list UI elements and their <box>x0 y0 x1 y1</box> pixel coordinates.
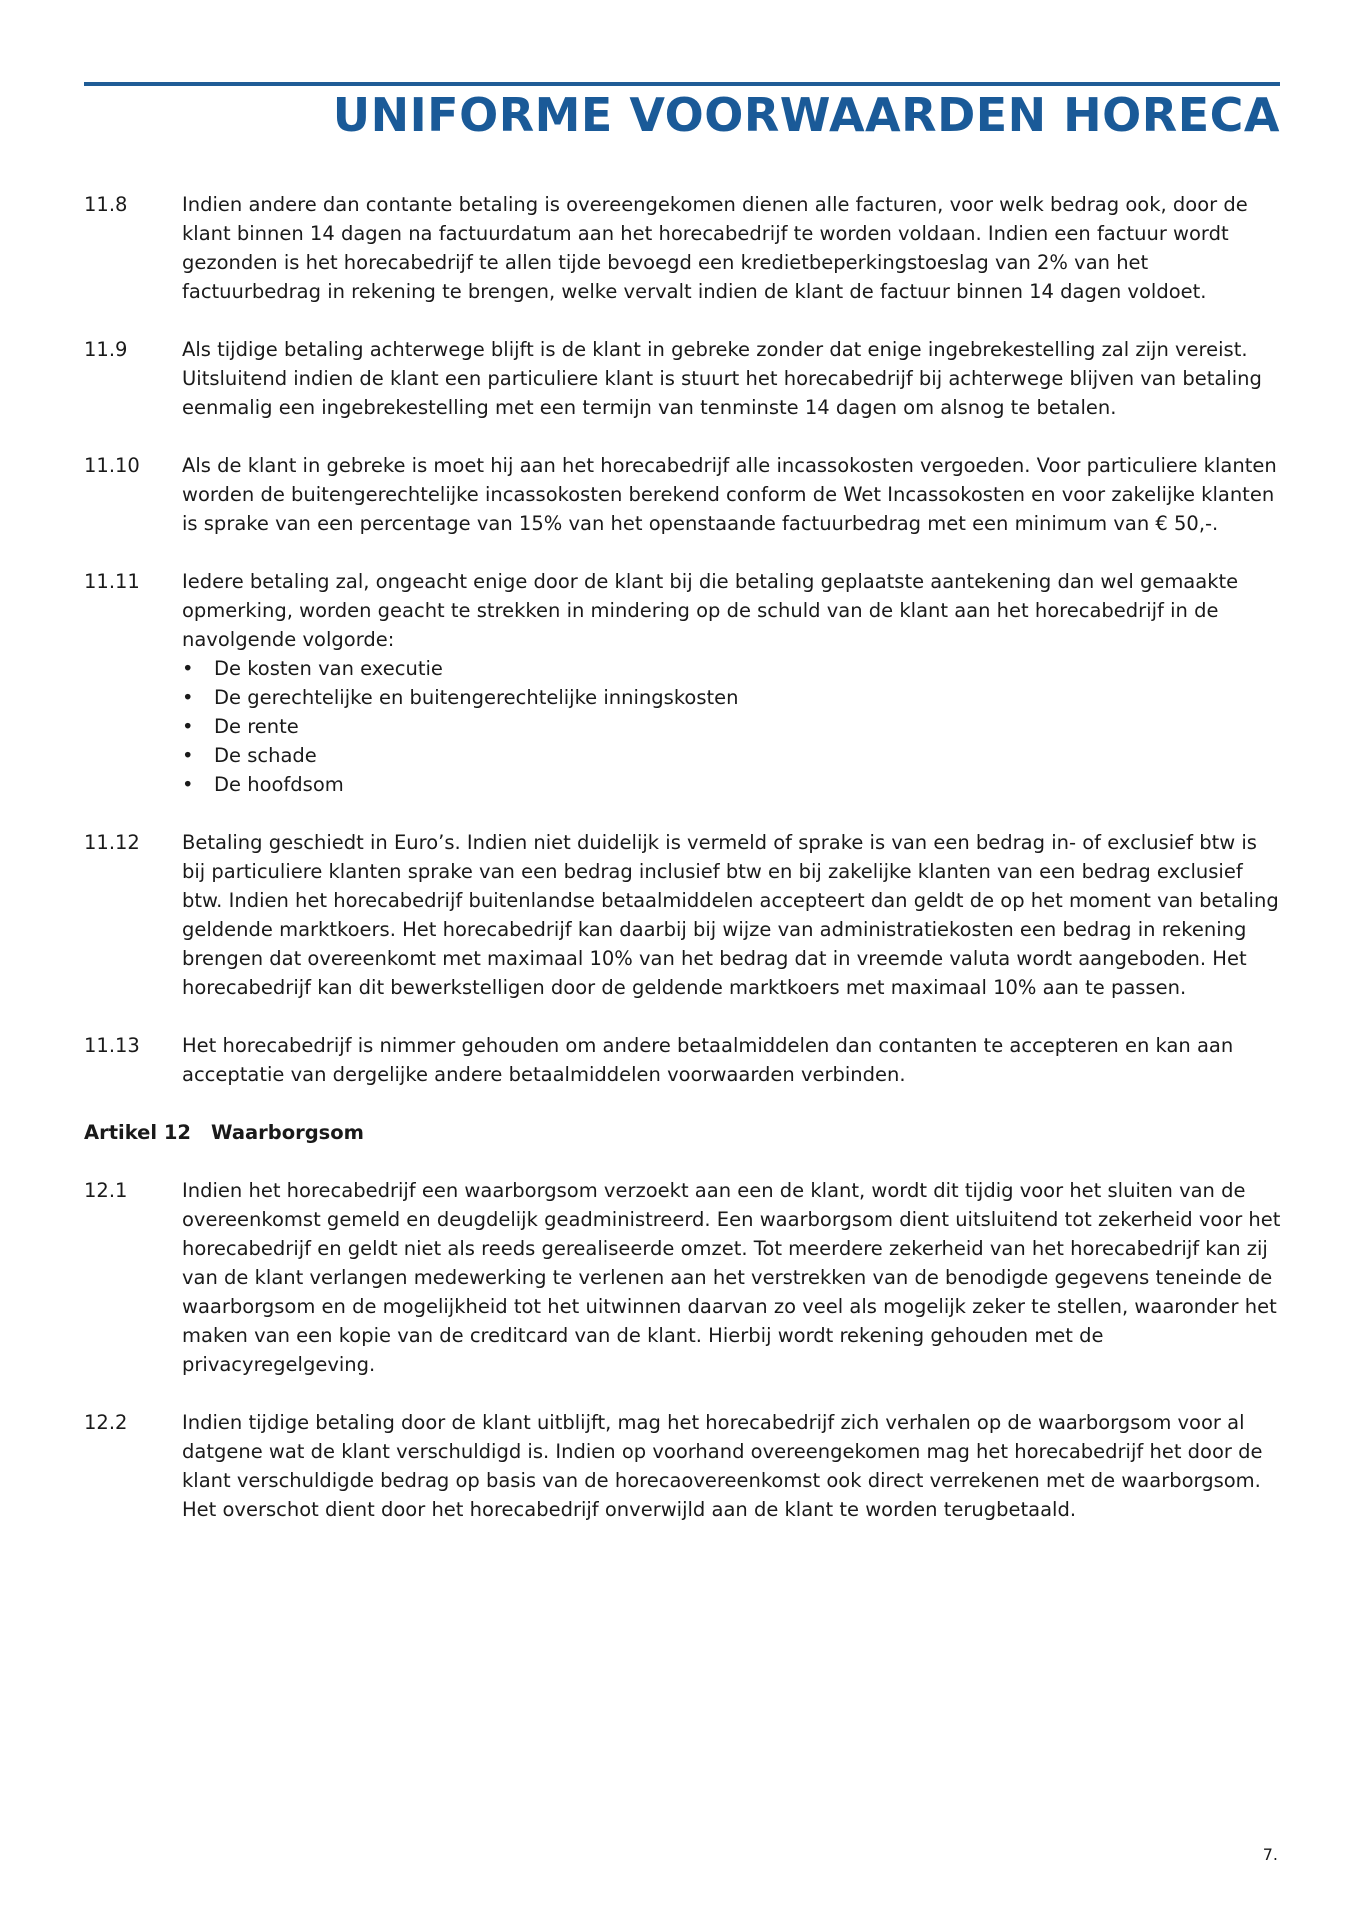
clause-text: Betaling geschiedt in Euro’s. Indien niet duidelijk is vermeld of sprake is van een bedrag in- of exclusief btw is bij particuliere klanten sprake van een bedrag inclusief btw en bij zakelijke klanten van een bedrag exclusief btw. Indien het horecabedrijf buitenlandse betaalmiddelen accepteert dan geldt de op het moment van betaling geldende marktkoers. Het horecabedrijf kan daarbij bij wijze van administratiekosten een bedrag in rekening brengen dat overeenkomt met maximaal 10% van het bedrag dat in vreemde valuta wordt aangeboden. Het horecabedrijf kan dit bewerkstelligen door de geldende marktkoers met maximaal 10% aan te passen. <box>182 831 1279 999</box>
clause-text: Indien het horecabedrijf een waarborgsom verzoekt aan een de klant, wordt dit tijdig voor het sluiten van de overeenkomst gemeld en deugdelijk geadministreerd. Een waarborgsom dient uitsluitend tot zekerheid voor het horecabedrijf en geldt niet als reeds gerealiseerde omzet. Tot meerdere zekerheid van het horecabedrijf kan zij van de klant verlangen medewerking te verlenen aan het verstrekken van de benodigde gegevens teneinde de waarborgsom en de mogelijkheid tot het uitwinnen daarvan zo veel als mogelijk zeker te stellen, waaronder het maken van een kopie van de creditcard van de klant. Hierbij wordt rekening gehouden met de privacyregelgeving. <box>182 1179 1281 1376</box>
list-item: • De gerechtelijke en buitengerechtelijke inningskosten <box>182 683 1284 712</box>
list-item: • De rente <box>182 712 1284 741</box>
document-body <box>84 190 1284 1553</box>
page-number: 7. <box>1262 1845 1278 1864</box>
bullet-icon: • <box>182 657 194 680</box>
clause-text: Iedere betaling zal, ongeacht enige door de klant bij die betaling geplaatste aantekening dan wel gemaakte opmerking, worden geacht te strekken in mindering op de schuld van de klant aan het horecabedrijf in de navolgende volgorde: <box>182 570 1239 651</box>
bullet-icon: • <box>182 744 194 767</box>
clause-11-10 <box>84 451 1284 538</box>
clause-number: 11.12 <box>84 831 140 854</box>
clause-number: 12.1 <box>84 1179 128 1202</box>
bullet-icon: • <box>182 715 194 738</box>
clause-text: Indien andere dan contante betaling is overeengekomen dienen alle facturen, voor welk bedrag ook, door de klant binnen 14 dagen na factuurdatum aan het horecabedrijf te worden voldaan. Indien een factuur wordt gezonden is het horecabedrijf te allen tijde bevoegd een kredietbeperkingstoeslag van 2% van het factuurbedrag in rekening te brengen, welke vervalt indien de klant de factuur binnen 14 dagen voldoet. <box>182 193 1248 303</box>
clause-text: Als de klant in gebreke is moet hij aan het horecabedrijf alle incassokosten vergoeden. Voor particuliere klanten worden de buitengerechtelijke incassokosten berekend conform de Wet Incassokosten en voor zakelijke klanten is sprake van een percentage van 15% van het openstaande factuurbedrag met een minimum van € 50,-. <box>182 454 1277 535</box>
clause-11-8 <box>84 190 1284 306</box>
clause-number: 11.13 <box>84 1034 140 1057</box>
list-item: • De kosten van executie <box>182 654 1284 683</box>
article-12-heading <box>84 1118 1284 1147</box>
clause-number: 11.8 <box>84 193 128 216</box>
clause-11-13 <box>84 1031 1284 1089</box>
header-rule <box>84 82 1280 86</box>
clause-11-9 <box>84 335 1284 422</box>
clause-number: 11.11 <box>84 570 140 593</box>
payment-order-list <box>182 654 1284 799</box>
clause-11-12 <box>84 828 1284 1002</box>
clause-text: Het horecabedrijf is nimmer gehouden om andere betaalmiddelen dan contanten te accepteren en kan aan acceptatie van dergelijke andere betaalmiddelen voorwaarden verbinden. <box>182 1034 1234 1086</box>
list-item: • De hoofdsom <box>182 770 1284 799</box>
clause-number: 12.2 <box>84 1411 128 1434</box>
bullet-icon: • <box>182 773 194 796</box>
clause-number: 11.9 <box>84 338 128 361</box>
bullet-icon: • <box>182 686 194 709</box>
article-label: Artikel 12 <box>84 1121 191 1144</box>
page-title: UNIFORME VOORWAARDEN HORECA <box>332 88 1280 142</box>
clause-12-2 <box>84 1408 1284 1524</box>
list-item: • De schade <box>182 741 1284 770</box>
clause-text: Indien tijdige betaling door de klant uitblijft, mag het horecabedrijf zich verhalen op de waarborgsom voor al datgene wat de klant verschuldigd is. Indien op voorhand overeengekomen mag het horecabedrijf het door de klant verschuldigde bedrag op basis van de horecaovereenkomst ook direct verrekenen met de waarborgsom. Het overschot dient door het horecabedrijf onverwijld aan de klant te worden terugbetaald. <box>182 1411 1263 1521</box>
clause-12-1 <box>84 1176 1284 1379</box>
clause-11-11 <box>84 567 1284 799</box>
article-title: Waarborgsom <box>211 1121 365 1144</box>
clause-number: 11.10 <box>84 454 140 477</box>
clause-text: Als tijdige betaling achterwege blijft is de klant in gebreke zonder dat enige ingebrekestelling zal zijn vereist. Uitsluitend indien de klant een particuliere klant is stuurt het horecabedrijf bij achterwege blijven van betaling eenmalig een ingebrekestelling met een termijn van tenminste 14 dagen om alsnog te betalen. <box>182 338 1262 419</box>
